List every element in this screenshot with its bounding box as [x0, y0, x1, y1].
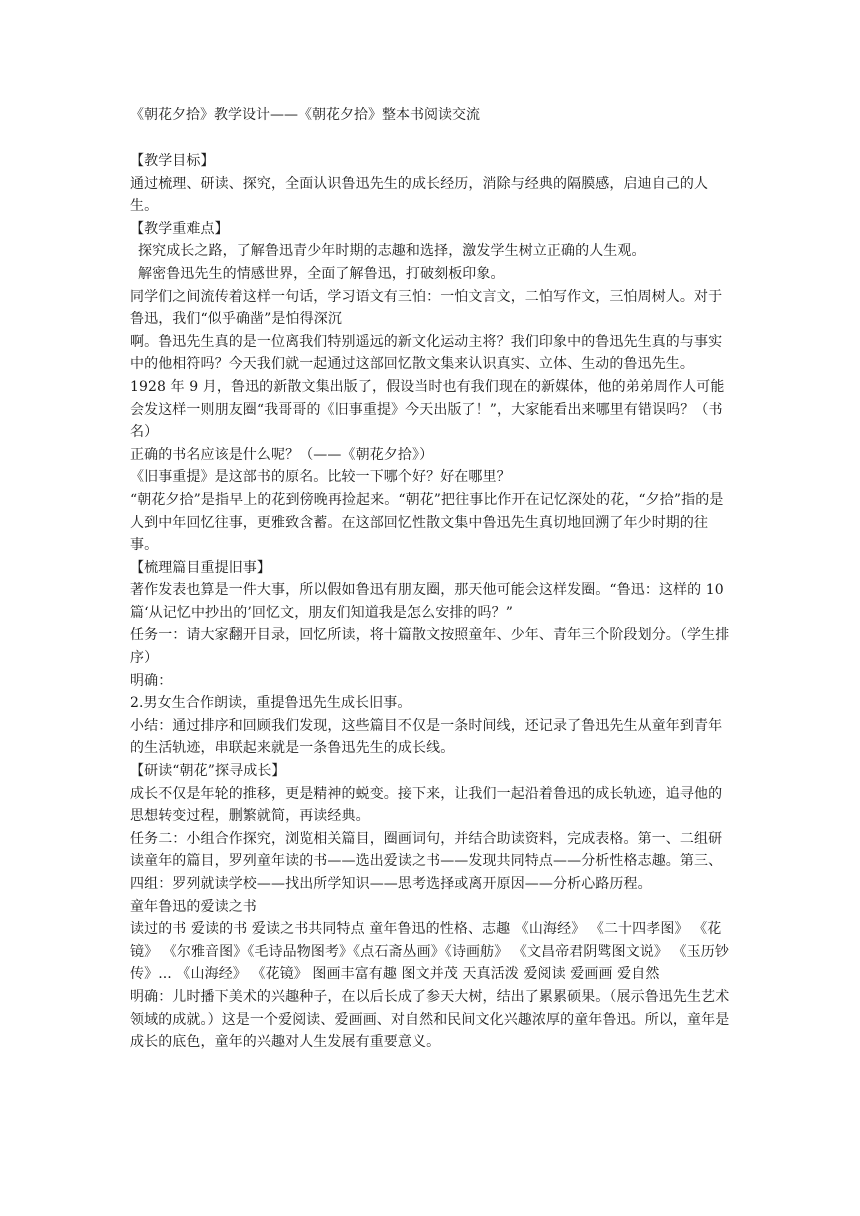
paragraph: 1928 年 9 月，鲁迅的新散文集出版了，假设当时也有我们现在的新媒体，他的弟弟周作人可能会发这样一则朋友圈“我哥哥的《旧事重提》今天出版了！”，大家能看出来哪里有错误吗？（书名）	[130, 378, 725, 441]
paragraph: 任务二：小组合作探究，浏览相关篇目，圈画词句，并结合助读资料，完成表格。第一、二组研读童年的篇目，罗列童年读的书——选出爱读之书——发现共同特点——分析性格志趣。第三、四组：罗列就读学校——找出所学知识——思考选择或离开原因——分析心路历程。	[130, 830, 723, 892]
paragraph: 童年鲁迅的爱读之书	[130, 898, 257, 915]
paragraph: 成长不仅是年轮的推移，更是精神的蜕变。接下来，让我们一起沿着鲁迅的成长轨迹，追寻他的思想转变过程，删繁就简，再读经典。	[130, 785, 723, 825]
paragraph: 《旧事重提》是这部书的原名。比较一下哪个好？好在哪里？	[130, 469, 511, 486]
paragraph: 小结：通过排序和回顾我们发现，这些篇目不仅是一条时间线，还记录了鲁迅先生从童年到青年的生活轨迹，串联起来就是一条鲁迅先生的成长线。	[130, 717, 723, 757]
paragraph: “朝花夕拾”是指早上的花到傍晚再捡起来。“朝花”把往事比作开在记忆深处的花，“夕拾”指的是人到中年回忆往事，更雅致含蓄。在这部回忆性散文集中鲁迅先生真切地回溯了年少时期的往事。	[130, 491, 724, 554]
document-body	[130, 150, 732, 1054]
paragraph: 明确：	[130, 672, 173, 689]
section-heading: 【教学目标】	[130, 153, 215, 169]
paragraph: 2.男女生合作朗读，重提鲁迅先生成长旧事。	[130, 695, 412, 712]
paragraph: 解密鲁迅先生的情感世界，全面了解鲁迅，打破刻板印象。	[138, 265, 505, 282]
section-heading: 【研读“朝花”探寻成长】	[130, 763, 286, 780]
section-heading: 【梳理篇目重提旧事】	[130, 559, 271, 576]
section-heading: 【教学重难点】	[130, 220, 229, 237]
paragraph: 同学们之间流传着这样一句话，学习语文有三怕：一怕文言文，二怕写作文，三怕周树人。对于鲁迅，我们“似乎确凿”是怕得深沉	[130, 288, 723, 328]
document-page	[130, 104, 732, 1054]
paragraph: 著作发表也算是一件大事，所以假如鲁迅有朋友圈，那天他可能会这样发圈。“鲁迅：这样的 10 篇‘从记忆中抄出的’回忆文，朋友们知道我是怎么安排的吗？”	[130, 582, 724, 621]
document-title: 《朝花夕拾》教学设计——《朝花夕拾》整本书阅读交流	[130, 107, 480, 123]
paragraph: 通过梳理、研读、探究，全面认识鲁迅先生的成长经历，消除与经典的隔膜感，启迪自己的人生。	[130, 175, 709, 215]
paragraph: 明确：儿时播下美术的兴趣种子，在以后长成了参天大树，结出了累累硕果。（展示鲁迅先生艺术领域的成就。）这是一个爱阅读、爱画画、对自然和民间文化兴趣浓厚的童年鲁迅。所以，童年是成长的底色，童年的兴趣对人生发展有重要意义。	[130, 988, 730, 1051]
paragraph: 啊。鲁迅先生真的是一位离我们特别遥远的新文化运动主将？我们印象中的鲁迅先生真的与事实中的他相符吗？今天我们就一起通过这部回忆散文集来认识真实、立体、生动的鲁迅先生。	[130, 333, 723, 373]
paragraph: 探究成长之路，了解鲁迅青少年时期的志趣和选择，激发学生树立正确的人生观。	[138, 243, 646, 260]
paragraph: 任务一：请大家翻开目录，回忆所读，将十篇散文按照童年、少年、青年三个阶段划分。（学生排序）	[130, 627, 730, 667]
paragraph: 读过的书 爱读的书 爱读之书共同特点 童年鲁迅的性格、志趣 《山海经》 《二十四孝图》 《花镜》 《尔雅音图》《毛诗品物图考》《点石斋丛画》《诗画舫》 《文昌帝君阴骘图文说》 《玉历钞传》... 《山海经》 《花镜》 图画丰富有趣 图文并茂 天真活泼 爱阅读 爱画画 爱自然	[130, 921, 729, 983]
paragraph: 正确的书名应该是什么呢？（——《朝花夕拾》）	[130, 446, 434, 463]
